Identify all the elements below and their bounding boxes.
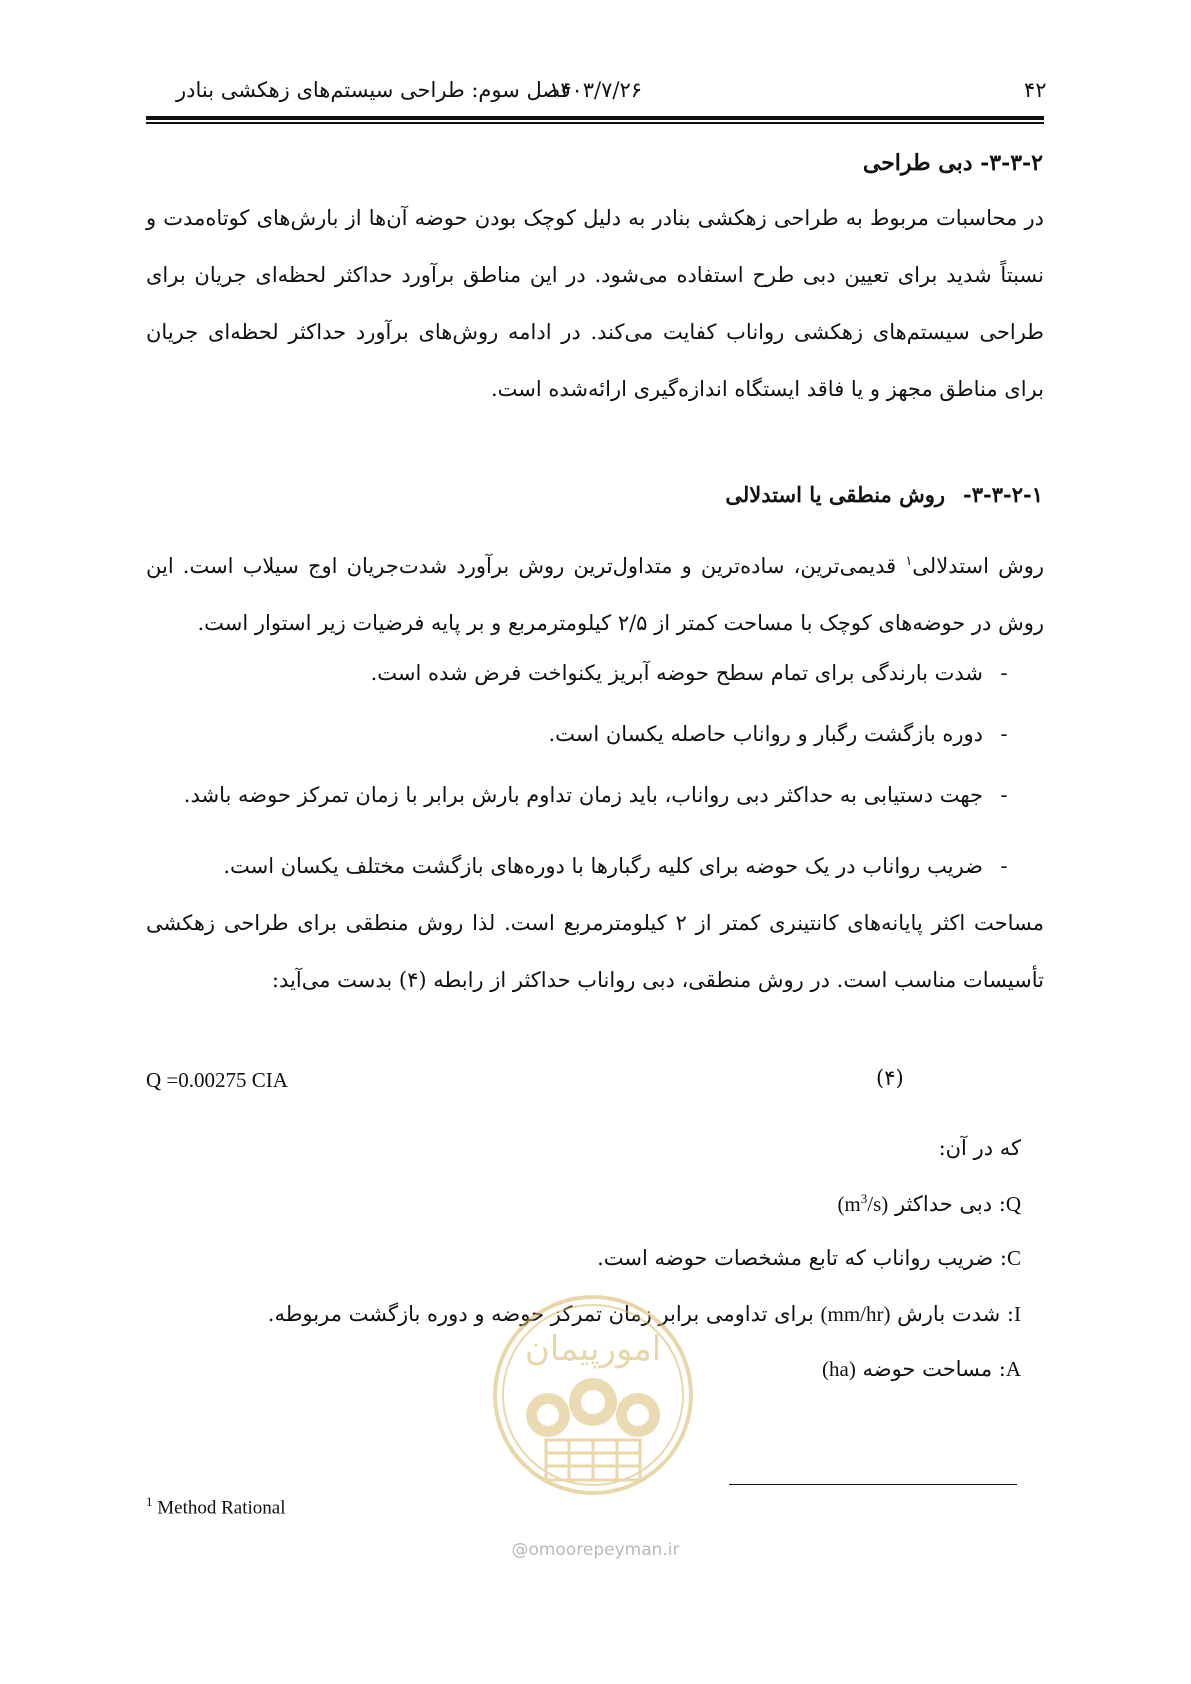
- definition-text: : دبی حداکثر: [888, 1192, 1006, 1216]
- bullet-dash: -: [1000, 854, 1008, 878]
- assumption-item: [371, 661, 1025, 685]
- definition-unit: (ha): [822, 1357, 856, 1381]
- assumption-text: دوره بازگشت رگبار و رواناب حاصله یکسان است.: [548, 722, 983, 746]
- footnote-reference[interactable]: ۱: [905, 554, 913, 569]
- unit-suffix: /s): [867, 1192, 889, 1216]
- definitions-intro: که در آن:: [938, 1136, 1021, 1160]
- unit-exponent: 3: [860, 1191, 868, 1206]
- definition-symbol: C: [1006, 1246, 1021, 1270]
- watermark-url: @omoorepeyman.ir: [511, 1540, 680, 1560]
- assumption-item: [184, 783, 1025, 807]
- intro-part-2: قدیمی‌ترین، ساده‌ترین و متداول‌ترین روش برآورد شدت‌جریان اوج سیلاب است. این روش در حوضه‌های کوچک با مساحت کمتر از ۲/۵ کیلومترمربع و بر پایه فرضیات زیر استوار است.: [146, 554, 1044, 635]
- definition-symbol: I: [1014, 1302, 1021, 1326]
- header-rule-thin: [146, 122, 1044, 124]
- watermark-logo-text: امورپیمان: [524, 1329, 662, 1369]
- footnote-text: Method Rational: [152, 1497, 286, 1519]
- definition-text: : مساحت حوضه: [855, 1357, 1006, 1381]
- footnote-separator: [729, 1484, 1017, 1485]
- section-heading: ۳-۳-۲- دبی طراحی: [862, 150, 1043, 176]
- assumption-text: شدت بارندگی برای تمام سطح حوضه آبریز یکنواخت فرض شده است.: [370, 661, 983, 685]
- intro-part-1: روش استدلالی: [912, 554, 1044, 578]
- subsection-heading: [725, 482, 1043, 507]
- chapter-title: فصل سوم: طراحی سیستم‌های زهکشی بنادر: [176, 78, 571, 102]
- building-grid-icon: [546, 1440, 640, 1480]
- subsection-number: ۳-۳-۲-۱-: [963, 482, 1043, 507]
- definition-symbol: A: [1005, 1357, 1021, 1381]
- definition-unit: [837, 1192, 888, 1216]
- definition-text: : ضریب رواناب که تابع مشخصات حوضه است.: [597, 1246, 1007, 1270]
- assumption-text: ضریب رواناب در یک حوضه برای کلیه رگبارها با دوره‌های بازگشت مختلف یکسان است.: [223, 854, 983, 878]
- definition-unit: (mm/hr): [820, 1302, 891, 1326]
- footnote: [146, 1494, 285, 1519]
- definition-c: [597, 1246, 1021, 1271]
- definition-q: [837, 1191, 1021, 1217]
- footnote-number: 1: [146, 1494, 153, 1509]
- bullet-dash: -: [1000, 722, 1008, 746]
- rational-equation: Q =0.00275 CIA: [146, 1068, 288, 1092]
- assumption-item: [548, 722, 1025, 746]
- assumption-text: جهت دستیابی به حداکثر دبی رواناب، باید زمان تداوم بارش برابر با زمان تمرکز حوضه باشد.: [183, 783, 983, 807]
- bullet-dash: -: [1000, 661, 1008, 685]
- definition-symbol: Q: [1005, 1192, 1021, 1216]
- definition-a: [822, 1357, 1021, 1382]
- definition-text: : شدت بارش: [890, 1302, 1014, 1326]
- definition-text-2: برای تداومی برابر زمان تمرکز حوضه و دوره بازگشت مربوطه.: [267, 1302, 821, 1326]
- conclusion-paragraph: مساحت اکثر پایانه‌های کانتینری کمتر از ۲ کیلومترمربع است. لذا روش منطقی برای طراحی زهکشی تأسیسات مناسب است. در روش منطقی، دبی رواناب حداکثر از رابطه (۴) بدست می‌آید:: [146, 911, 1045, 992]
- section-paragraph: در محاسبات مربوط به طراحی زهکشی بنادر به دلیل کوچک بودن حوضه آن‌ها از بارش‌های کوتاه‌مدت و نسبتاً شدید برای تعیین دبی طرح استفاده می‌شود. در این مناطق برآورد حداکثر لحظه‌ای جریان برای طراحی سیستم‌های زهکشی رواناب کفایت می‌کند. در ادامه روش‌های برآورد حداکثر لحظه‌ای جریان برای مناطق مجهز و یا فاقد ایستگاه اندازه‌گیری ارائه‌شده است.: [146, 206, 1044, 401]
- page-number: ۴۲: [1024, 78, 1047, 102]
- header-rule-thick: [146, 116, 1044, 120]
- subsection-title: روش منطقی یا استدلالی: [725, 482, 946, 507]
- assumption-item: [223, 854, 1025, 878]
- header-date: ۱۴۰۳/۷/۲۶: [548, 78, 643, 102]
- unit-base: (m: [837, 1192, 861, 1216]
- watermark-logo: [488, 1290, 698, 1500]
- subsection-intro-paragraph: [146, 533, 1044, 652]
- bullet-dash: -: [1000, 783, 1008, 807]
- equation-number: (۴): [876, 1066, 904, 1090]
